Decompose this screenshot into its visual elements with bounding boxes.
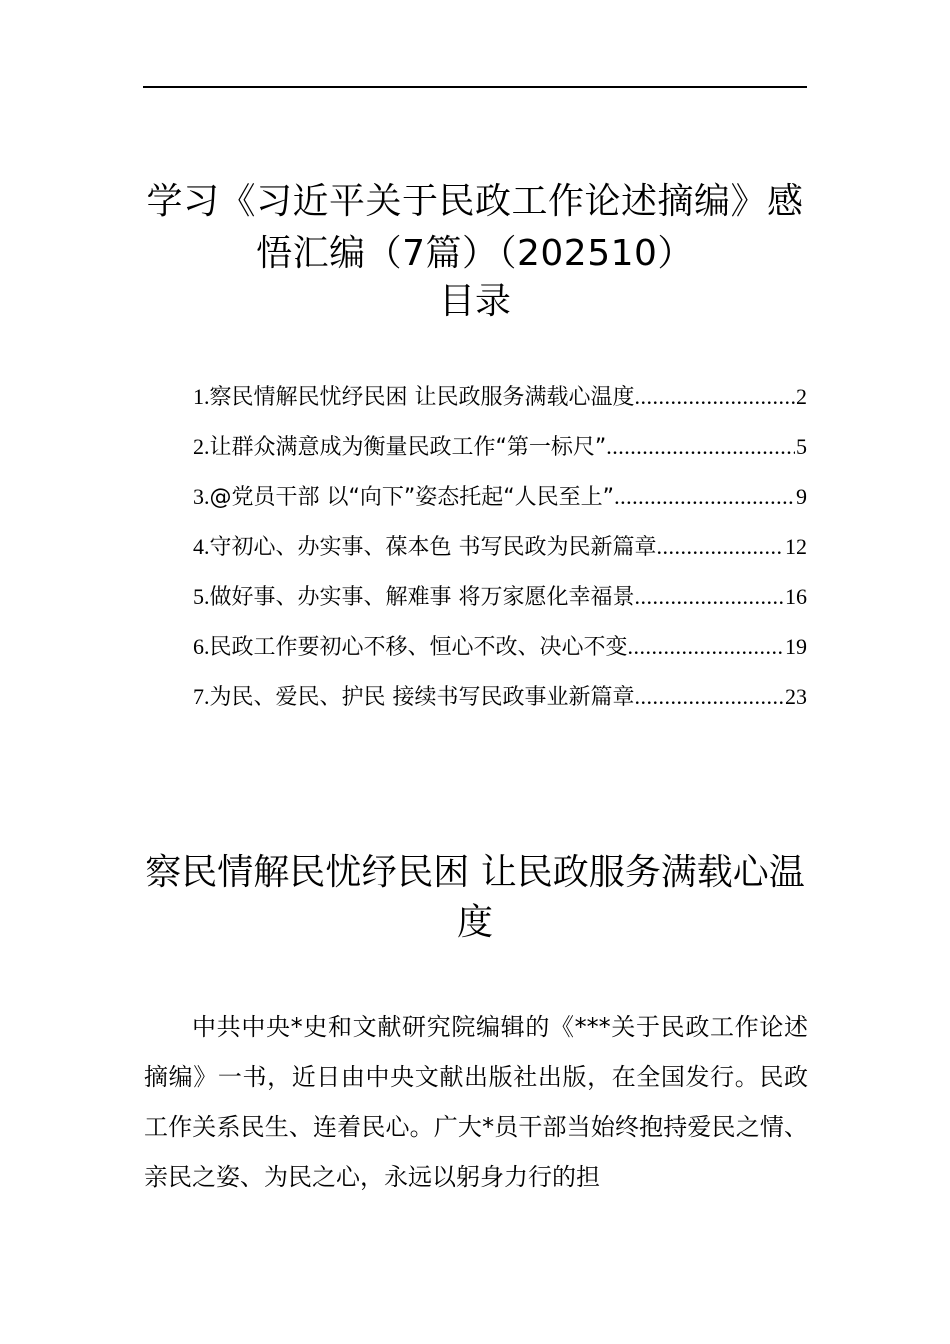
toc-entry[interactable] — [193, 480, 807, 530]
table-of-contents — [193, 380, 807, 730]
section-title-line-2: 度 — [456, 902, 493, 943]
toc-entry[interactable] — [193, 580, 807, 630]
toc-dot-leader — [657, 534, 785, 560]
toc-entry-title: 民政工作要初心不移、恒心不改、决心不变 — [209, 635, 628, 660]
toc-entry-number: 6. — [193, 634, 210, 659]
toc-entry[interactable] — [193, 630, 807, 680]
toc-dot-leader — [635, 684, 785, 710]
toc-entry-title: 守初心、办实事、葆本色 书写民政为民新篇章 — [209, 535, 657, 560]
toc-heading: 目录 — [438, 281, 511, 322]
toc-entry-page: 5 — [796, 434, 807, 459]
toc-entry-page: 19 — [785, 634, 807, 659]
toc-entry-title: 让群众满意成为衡量民政工作“第一标尺” — [209, 435, 607, 460]
section-title-line-1: 察民情解民忧纾民困 让民政服务满载心温 — [145, 852, 805, 893]
toc-entry-number: 1. — [193, 384, 210, 409]
toc-entry-page: 23 — [785, 684, 807, 709]
toc-entry-number: 3. — [193, 484, 210, 509]
toc-entry-number: 2. — [193, 434, 210, 459]
toc-entry-number: 4. — [193, 534, 210, 559]
toc-entry-title: 察民情解民忧纾民困 让民政服务满载心温度 — [209, 385, 635, 410]
toc-entry[interactable] — [193, 380, 807, 430]
toc-entry[interactable] — [193, 430, 807, 480]
header-rule — [143, 86, 807, 88]
toc-entry-page: 12 — [785, 534, 807, 559]
toc-entry-title: 做好事、办实事、解难事 将万家愿化幸福景 — [209, 585, 635, 610]
toc-dot-leader — [635, 584, 785, 610]
toc-entry-number: 5. — [193, 584, 210, 609]
toc-dot-leader — [635, 384, 796, 410]
toc-entry-number: 7. — [193, 684, 210, 709]
section-title — [140, 848, 810, 948]
section-body-paragraph: 中共中央*史和文献研究院编辑的《***关于民政工作论述摘编》一书，近日由中央文献出版社出版，在全国发行。民政工作关系民生、连着民心。广大*员干部当始终抱持爱民之情、亲民之姿、为民之心，永远以躬身力行的担 — [144, 1013, 808, 1191]
toc-dot-leader — [606, 434, 795, 460]
toc-entry-page: 2 — [796, 384, 807, 409]
toc-entry[interactable] — [193, 530, 807, 580]
toc-dot-leader — [614, 484, 795, 510]
toc-entry-page: 16 — [785, 584, 807, 609]
toc-entry-page: 9 — [796, 484, 807, 509]
document-title-line-1: 学习《习近平关于民政工作论述摘编》感 — [146, 181, 804, 222]
toc-entry-title: 为民、爱民、护民 接续书写民政事业新篇章 — [209, 685, 635, 710]
document-title-line-2: 悟汇编（7篇）（202510） — [256, 233, 694, 274]
toc-entry[interactable] — [193, 680, 807, 730]
toc-entry-title: @党员干部 以“向下”姿态托起“人民至上” — [209, 485, 615, 510]
document-title — [140, 176, 810, 280]
toc-dot-leader — [628, 634, 784, 660]
